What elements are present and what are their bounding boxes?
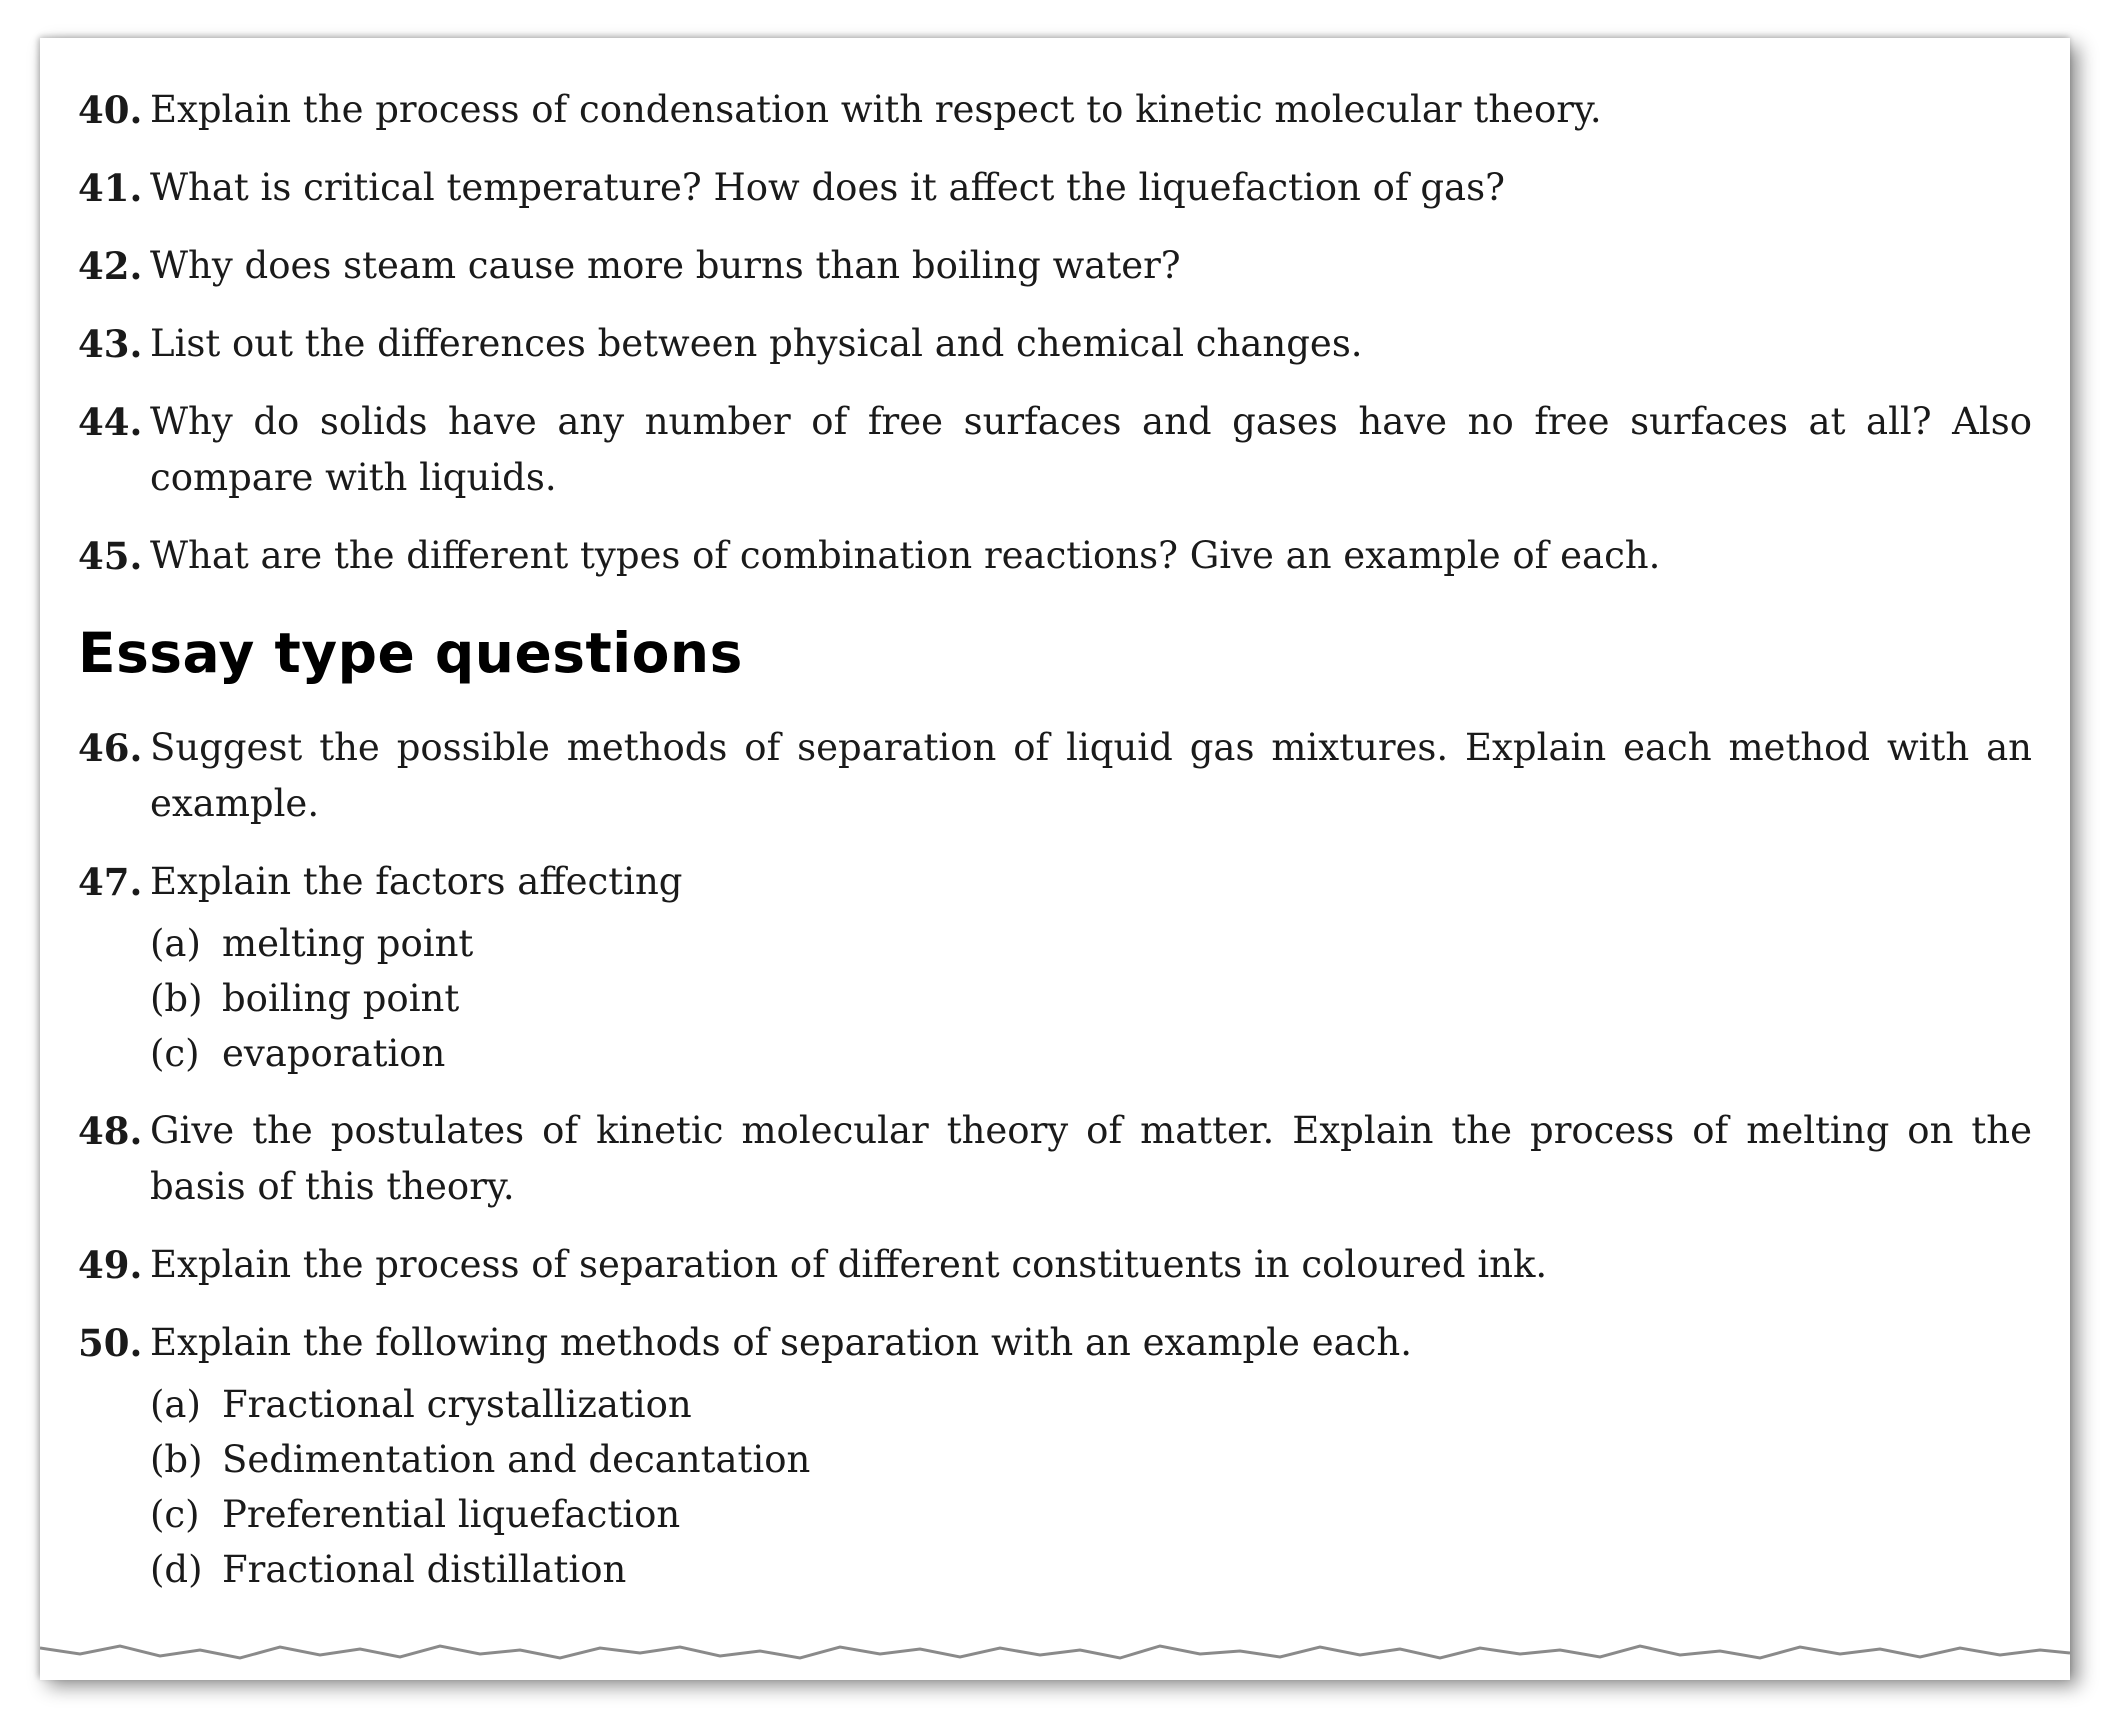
sub-item-label: (d) (150, 1548, 203, 1591)
question-43 (78, 316, 2032, 372)
question-46 (78, 720, 2032, 832)
sub-item-list (150, 916, 2032, 1081)
question-number: 40. (78, 88, 143, 132)
question-number: 45. (78, 534, 143, 578)
sub-item-text: Preferential liquefaction (222, 1493, 681, 1536)
question-number: 46. (78, 726, 143, 770)
sub-item (150, 916, 2032, 971)
question-number: 44. (78, 400, 143, 444)
sub-item-label: (c) (150, 1493, 200, 1536)
sub-item-label: (b) (150, 977, 203, 1020)
question-number: 48. (78, 1109, 143, 1153)
torn-edge-decoration (40, 1620, 2070, 1680)
question-text: What are the different types of combination reactions? Give an example of each. (150, 534, 1661, 577)
sub-item (150, 1026, 2032, 1081)
question-number: 43. (78, 322, 143, 366)
question-text: Explain the process of separation of different constituents in coloured ink. (150, 1243, 1548, 1286)
sub-item-label: (a) (150, 1383, 201, 1426)
sub-item (150, 1542, 2032, 1597)
sub-item-text: boiling point (222, 977, 460, 1020)
sub-item (150, 1487, 2032, 1542)
sub-item-label: (b) (150, 1438, 203, 1481)
sub-item (150, 971, 2032, 1026)
question-text: What is critical temperature? How does it affect the liquefaction of gas? (150, 166, 1505, 209)
sub-item-text: Fractional crystallization (222, 1383, 692, 1426)
question-47 (78, 854, 2032, 1081)
sub-item-text: evaporation (222, 1032, 446, 1075)
page-content (78, 82, 2032, 1619)
question-text: Why do solids have any number of free surfaces and gases have no free surfaces at all? Also compare with liquids. (150, 400, 2032, 499)
question-49 (78, 1237, 2032, 1293)
question-number: 41. (78, 166, 143, 210)
question-number: 42. (78, 244, 143, 288)
sub-item-label: (c) (150, 1032, 200, 1075)
question-41 (78, 160, 2032, 216)
question-44 (78, 394, 2032, 506)
question-text: Give the postulates of kinetic molecular theory of matter. Explain the process of melting on the basis of this theory. (150, 1109, 2032, 1208)
sub-item-text: Fractional distillation (222, 1548, 627, 1591)
question-text: Why does steam cause more burns than boiling water? (150, 244, 1181, 287)
question-number: 50. (78, 1321, 143, 1365)
sub-item (150, 1377, 2032, 1432)
question-text: List out the differences between physical and chemical changes. (150, 322, 1363, 365)
sub-item-list (150, 1377, 2032, 1597)
question-48 (78, 1103, 2032, 1215)
question-number: 49. (78, 1243, 143, 1287)
question-text: Explain the following methods of separation with an example each. (150, 1321, 1412, 1364)
sub-item (150, 1432, 2032, 1487)
question-45 (78, 528, 2032, 584)
sub-item-label: (a) (150, 922, 201, 965)
sub-item-text: melting point (222, 922, 474, 965)
document-page (40, 38, 2070, 1678)
question-number: 47. (78, 860, 143, 904)
question-42 (78, 238, 2032, 294)
section-heading: Essay type questions (78, 621, 743, 685)
question-50 (78, 1315, 2032, 1597)
question-text: Explain the factors affecting (150, 860, 683, 903)
question-text: Suggest the possible methods of separation of liquid gas mixtures. Explain each method with an example. (150, 726, 2032, 825)
question-text: Explain the process of condensation with respect to kinetic molecular theory. (150, 88, 1602, 131)
sub-item-text: Sedimentation and decantation (222, 1438, 811, 1481)
question-40 (78, 82, 2032, 138)
